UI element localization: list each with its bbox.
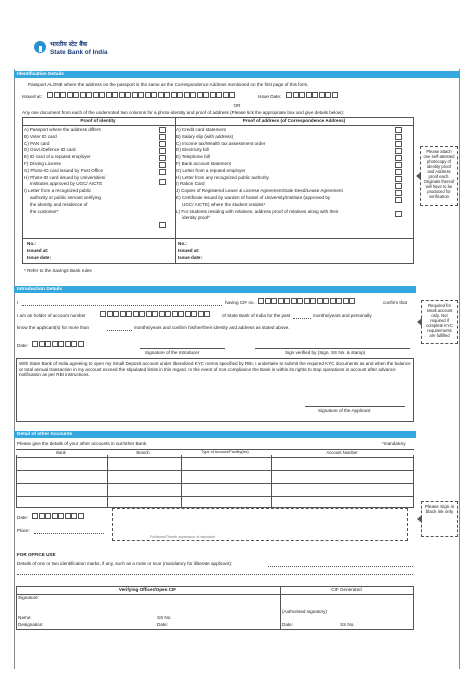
- identity-item: A) Passport where the address differs: [24, 127, 101, 132]
- address-item: I) Ration Card: [176, 181, 205, 187]
- identification-marks-text: Details of one or two identification marks, if any, such as a mole or scar (mandatory for illiterate applicant):: [17, 561, 233, 566]
- having-cif-label: having CIF no.: [225, 300, 255, 305]
- identity-checkbox[interactable]: [159, 127, 166, 133]
- holder-text: I am an holder of account number: [17, 313, 86, 318]
- side-note-sign-ink: Please Sign in black ink only: [421, 501, 458, 537]
- identity-checkbox[interactable]: [159, 148, 166, 154]
- address-checkbox[interactable]: [395, 141, 402, 147]
- issued-at-label: Issued at:: [22, 94, 42, 99]
- identity-checkbox[interactable]: [159, 222, 166, 228]
- identity-item: C) PAN card: [24, 140, 50, 146]
- or-label: OR: [233, 103, 241, 108]
- office-use-header: FOR OFFICE USE: [17, 552, 56, 557]
- intro-i-label: I: [17, 300, 19, 305]
- address-item: L) For students residing with relatives, address proof of relatives along with their: [176, 208, 339, 214]
- identity-item: the identity and residence of: [30, 201, 88, 207]
- cif-generated-header: CIF Generated: [331, 587, 362, 592]
- cif-cells[interactable]: [258, 298, 356, 304]
- id-instruction: Any one document from each of the undernoted two columns for a photo-identity and proof of address (Please tick the appropriate box and give details below):: [22, 110, 345, 115]
- verifying-officer-header: Verifying Officer/Open CIF: [118, 587, 177, 592]
- sig-applicant-label: Signature of the Applicant: [318, 408, 371, 413]
- identity-details: [27, 240, 51, 261]
- side-note-attach: Please attach one self-attested photocopy of identity proof and Address proof each. Originals thereof will have to be produced for verification: [420, 146, 458, 206]
- address-checkbox[interactable]: [395, 162, 402, 168]
- months-years-label: months/years and personally: [313, 313, 372, 318]
- address-item: A) Credit card statement: [176, 127, 226, 132]
- address-checkbox[interactable]: [395, 183, 402, 189]
- address-item: E) Telephone bill: [176, 154, 210, 160]
- authorised-signatory-label: (Authorised signatory): [282, 609, 327, 614]
- address-item: C) Income tax/Wealth tax assessment order: [176, 140, 266, 146]
- identity-item: F) Driving License: [24, 160, 62, 166]
- signature-label: Signature:: [18, 595, 39, 600]
- know-months-field[interactable]: [107, 330, 132, 331]
- footnote: * Refer to the Savings Bank rules: [24, 268, 92, 273]
- bank-name-hindi: भारतीय स्टेट बैंक: [50, 41, 88, 48]
- declaration-text: With State Bank of India agreeing to open my Small Deposit account under liberalized KYC norms specified by RBI, I undertake to submit the required KYC documents as and when the balance or total annual transaction in my account exceed the stipulated limits in this regard. In the event of non-compliance the Bank is within its rights to stop operations in account after advance notification as per RBI instructions.: [19, 361, 411, 378]
- identity-checkbox[interactable]: [159, 179, 166, 185]
- intro-date-cells[interactable]: [32, 341, 84, 347]
- bank-name-english: State Bank of India: [50, 49, 108, 56]
- address-checkbox[interactable]: [395, 169, 402, 175]
- intro-date-label: Date:: [17, 343, 28, 348]
- identity-item: the customer*: [30, 208, 59, 214]
- identity-item: H) Photo-ID card issued by Universities/: [24, 174, 106, 180]
- identity-item: G) Photo-ID card issued by Post Office: [24, 167, 104, 173]
- know-text: know the applicant(s) for more than: [17, 325, 90, 330]
- identity-item: B) Voter ID card: [24, 133, 57, 139]
- address-item: B) Salary slip (with address): [176, 133, 234, 139]
- sbi-logo-icon: [34, 41, 46, 53]
- office-date-label: Date:: [157, 622, 168, 627]
- verified-signature-line[interactable]: [255, 348, 410, 349]
- address-no-label: No.:: [178, 241, 187, 246]
- address-checkbox[interactable]: [395, 148, 402, 154]
- place-field[interactable]: [34, 533, 104, 534]
- thumb-note: Fullname/Thumb impression of depositor: [150, 535, 216, 539]
- col-address-header: Proof of address (of Correspondence Address): [242, 118, 346, 123]
- address-item: K) Certificate issued by warden of hostel of University/Institute (approved by: [176, 194, 331, 200]
- designation-label: Designation:: [18, 622, 44, 627]
- identity-item: E) ID card of a reputed employer: [24, 154, 91, 160]
- months-years-label-2: months/years and confirm his/her/their identity and address as stated above.: [134, 325, 290, 330]
- address-issued-at-label: Issued at:: [178, 248, 200, 253]
- col-bank: Bank: [16, 450, 106, 455]
- address-checkbox[interactable]: [395, 190, 402, 196]
- introducer-signature-line[interactable]: [140, 348, 225, 349]
- identity-item: D) Govt./Defence ID card: [24, 147, 76, 153]
- other-date-label: Date:: [17, 515, 28, 520]
- identity-list: [24, 127, 152, 215]
- identification-marks-field[interactable]: [268, 566, 413, 567]
- applicant-signature-line[interactable]: [305, 406, 405, 407]
- other-date-cells[interactable]: [32, 513, 84, 519]
- identity-checkbox[interactable]: [159, 141, 166, 147]
- other-accounts-table: [16, 449, 414, 508]
- introducer-name-field[interactable]: [22, 305, 222, 306]
- confirm-label: confirm that: [383, 300, 407, 305]
- identity-issue-date-label: Issue date:: [27, 255, 51, 260]
- passport-note: Passport ALONE where the address on the passport is the same as the Correspondence Address mentioned on the first page of this form.: [28, 82, 309, 87]
- address-item: H) Letter from any recognized public authority: [176, 174, 269, 180]
- ss-no-label: SS No.: [157, 615, 172, 620]
- address-details: [178, 240, 202, 261]
- address-list: [176, 127, 386, 222]
- past-months-field[interactable]: [293, 318, 311, 319]
- address-item: UGC/ AICTE) where the student resides*: [182, 201, 266, 207]
- other-accounts-instruction: Please give the details of your other accounts in our/other Bank:: [17, 441, 148, 446]
- section-header-introduction: Introduction Details: [14, 286, 416, 293]
- address-issue-date-label: Issue date:: [178, 255, 202, 260]
- address-checkbox[interactable]: [395, 197, 402, 203]
- issued-at-cells[interactable]: [47, 92, 236, 98]
- identity-item: Institutes approved by UGC/ AICTE: [30, 181, 103, 187]
- section-header-identification: Identification Details: [14, 71, 460, 78]
- place-label: Place:: [17, 528, 30, 533]
- of-sbi-label: of State Bank of India for the past: [222, 313, 291, 318]
- address-checkbox[interactable]: [395, 127, 402, 133]
- identity-item: I) Letter from a recognized public: [24, 188, 92, 194]
- address-checkbox[interactable]: [395, 155, 402, 161]
- sign-verified-label: Sign verified by (Sign, SS No. & stamp): [285, 350, 366, 355]
- mandatory-label: *mandatory: [382, 441, 406, 446]
- cif-date-label: Date:: [282, 622, 293, 627]
- address-checkbox[interactable]: [395, 176, 402, 182]
- identification-marks-field-2[interactable]: [17, 574, 413, 575]
- col-identity-header: Proof of identity: [80, 118, 116, 123]
- identity-checkbox[interactable]: [159, 134, 166, 140]
- col-branch: Branch: [106, 450, 180, 455]
- name-label: Name:: [18, 615, 32, 620]
- identity-item: authority or public servant verifying: [30, 194, 101, 200]
- identity-checkbox[interactable]: [159, 162, 166, 168]
- issue-date-cells[interactable]: [286, 92, 338, 98]
- sig-introducer-label: Signature of the Introducer: [145, 350, 200, 355]
- address-checkbox[interactable]: [395, 211, 402, 217]
- address-item: identity proof*: [182, 215, 211, 221]
- address-item: J) Copies of Registered Leave & License Agreement/Sale Deed/Lease Agreement: [176, 188, 343, 194]
- identity-checkbox[interactable]: [159, 169, 166, 175]
- col-type: Type of Account/Facility(ies): [180, 450, 270, 455]
- col-account-number: Account Number: [270, 450, 414, 455]
- section-header-other-accounts: Detail of other Accounts: [14, 431, 416, 438]
- identity-no-label: No.:: [27, 241, 36, 246]
- issue-date-label: Issue Date:: [258, 94, 282, 99]
- address-item: F) Bank account statement: [176, 160, 231, 166]
- address-checkbox[interactable]: [395, 134, 402, 140]
- side-note-small-account: Required for small account only. Not required if complete KYC requirements are fulfilled: [421, 300, 458, 344]
- address-item: G) Letter from a reputed employer: [176, 167, 246, 173]
- account-number-cells[interactable]: [100, 311, 211, 317]
- address-item: D) Electricity bill: [176, 147, 209, 153]
- identity-issued-at-label: Issued at:: [27, 248, 49, 253]
- identity-checkbox[interactable]: [159, 155, 166, 161]
- cif-ss-no-label: SS No.: [340, 622, 355, 627]
